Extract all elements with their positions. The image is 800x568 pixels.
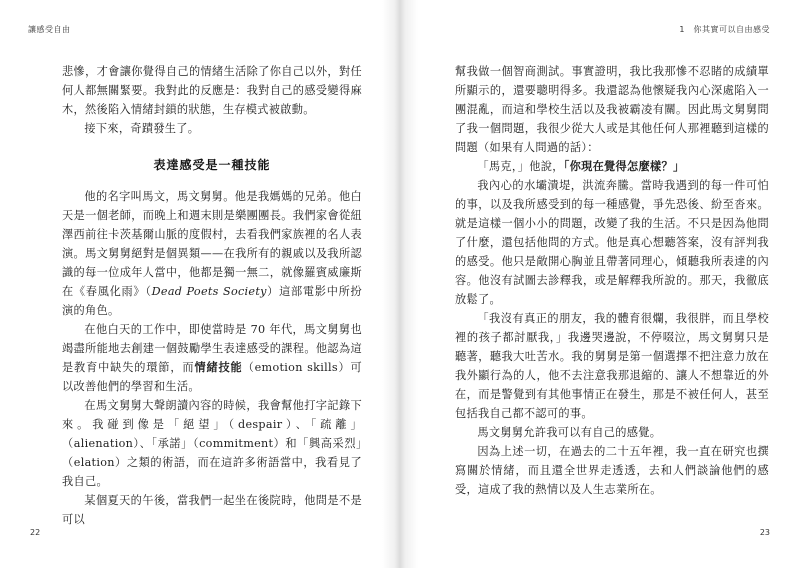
paragraph	[455, 157, 769, 176]
section-heading: 表達感受是一種技能	[153, 158, 271, 172]
paragraph: 某個夏天的午後，當我們一起坐在後院時，他問是不是可以	[62, 494, 362, 526]
paragraph: 我內心的水壩潰堤，洪流奔騰。當時我遇到的每一件可怕的事，以及我所感受到的每一種感覺，爭先恐後、紛至沓來。就是這樣一個小小的問題，改變了我的生活。不只是因為他問了什麼，還包括他問的方式。他是真心想聽答案，沒有評判我的感受。他只是敞開心胸並且帶著同理心，傾聽我所表達的內容。他沒有試圖去診釋我，或是解釋我所說的。那天，我徹底放鬆了。	[455, 179, 769, 306]
paragraph: 在馬文舅舅大聲朗讀內容的時候，我會幫他打字記錄下來。我碰到像是「絕望」（despair）、「疏離」（alienation）、「承諾」（commitment）和「興高采烈」（elation）之類的術語，而在這許多術語當中，我看見了我自己。	[62, 399, 362, 488]
page-number-right: 23	[759, 528, 770, 537]
paragraph: 因為上述一切，在過去的二十五年裡，我一直在研究也撰寫關於情緒，而且還全世界走透透，去和人們談論他們的感受，這成了我的熱情以及人生志業所在。	[455, 445, 769, 496]
paragraph: 接下來，奇蹟發生了。	[84, 122, 200, 135]
paragraph	[62, 187, 362, 320]
paragraph: 馬文舅舅允許我可以有自己的感覺。	[477, 426, 662, 439]
running-head-right: 1 你其實可以自由感受	[679, 25, 770, 34]
paragraph-text: ）這部電影中所扮演的角色。	[62, 285, 362, 317]
paragraph: 悲慘，才會讓你覺得自己的情緒生活除了你自己以外，對任何人都無關緊要。我對此的反應是：我對自己的感受變得麻木，然後陷入情緒封鎖的狀態，生存模式被啟動。	[62, 65, 362, 116]
paragraph: 幫我做一個智商測試。事實證明，我比我那慘不忍睹的成績單所顯示的，還要聰明得多。我還認為他懷疑我內心深處陷入一團混亂，而這和學校生活以及我被霸凌有關。因此馬文舅舅問了我一個問題，我很少從大人或是其他任何人那裡聽到這樣的問題（如果有人問過的話）：	[455, 65, 769, 154]
quote-emphasis: 「你現在覺得怎麼樣？」	[563, 159, 685, 173]
gutter-shadow	[400, 0, 418, 568]
paragraph-text: 在他白天的工作中，即使當時是 70 年代，馬文舅舅也竭盡所能地去創建一個鼓勵學生表達感受的課程。他認為這是教育中缺失的環節，而	[62, 323, 362, 374]
page-number-left: 22	[30, 528, 41, 537]
paragraph-text: （emotion skills）可以改善他們的學習和生活。	[62, 361, 362, 393]
right-page	[400, 0, 800, 568]
left-text-block	[62, 62, 362, 529]
key-term: 情緒技能	[194, 360, 243, 374]
paragraph-text: 他的名字叫馬文，馬文舅舅。他是我媽媽的兄弟。他白天是一個老師，而晚上和週末則是樂團團長。我們家會從紐澤西前往卡茨基爾山脈的度假村，去看我們家族裡的名人表演。馬文舅舅絕對是個異類——在我所有的親戚以及我所認識的每一位成年人當中，他都是獨一無二，就像羅賓威廉斯在《春風化雨》（	[62, 190, 362, 298]
right-text-block	[455, 62, 769, 499]
paragraph: 「我沒有真正的朋友，我的體育很爛，我很胖，而且學校裡的孩子都討厭我，」我邊哭邊說，不停啜泣，馬文舅舅只是聽著，聽我大吐苦水。我的舅舅是第一個選擇不把注意力放在我外顯行為的人，他不去注意我那退縮的、讓人不想靠近的外在，而是警覺到有其他事情正在發生，那是不被任何人，甚至包括我自己都不認可的事。	[455, 312, 769, 420]
running-head-left: 讓感受自由	[28, 25, 71, 34]
gutter-shadow	[382, 0, 400, 568]
film-title: Dead Poets Society	[151, 285, 267, 298]
paragraph	[62, 320, 362, 396]
quote-lead: 「馬克，」他說，	[477, 160, 564, 173]
